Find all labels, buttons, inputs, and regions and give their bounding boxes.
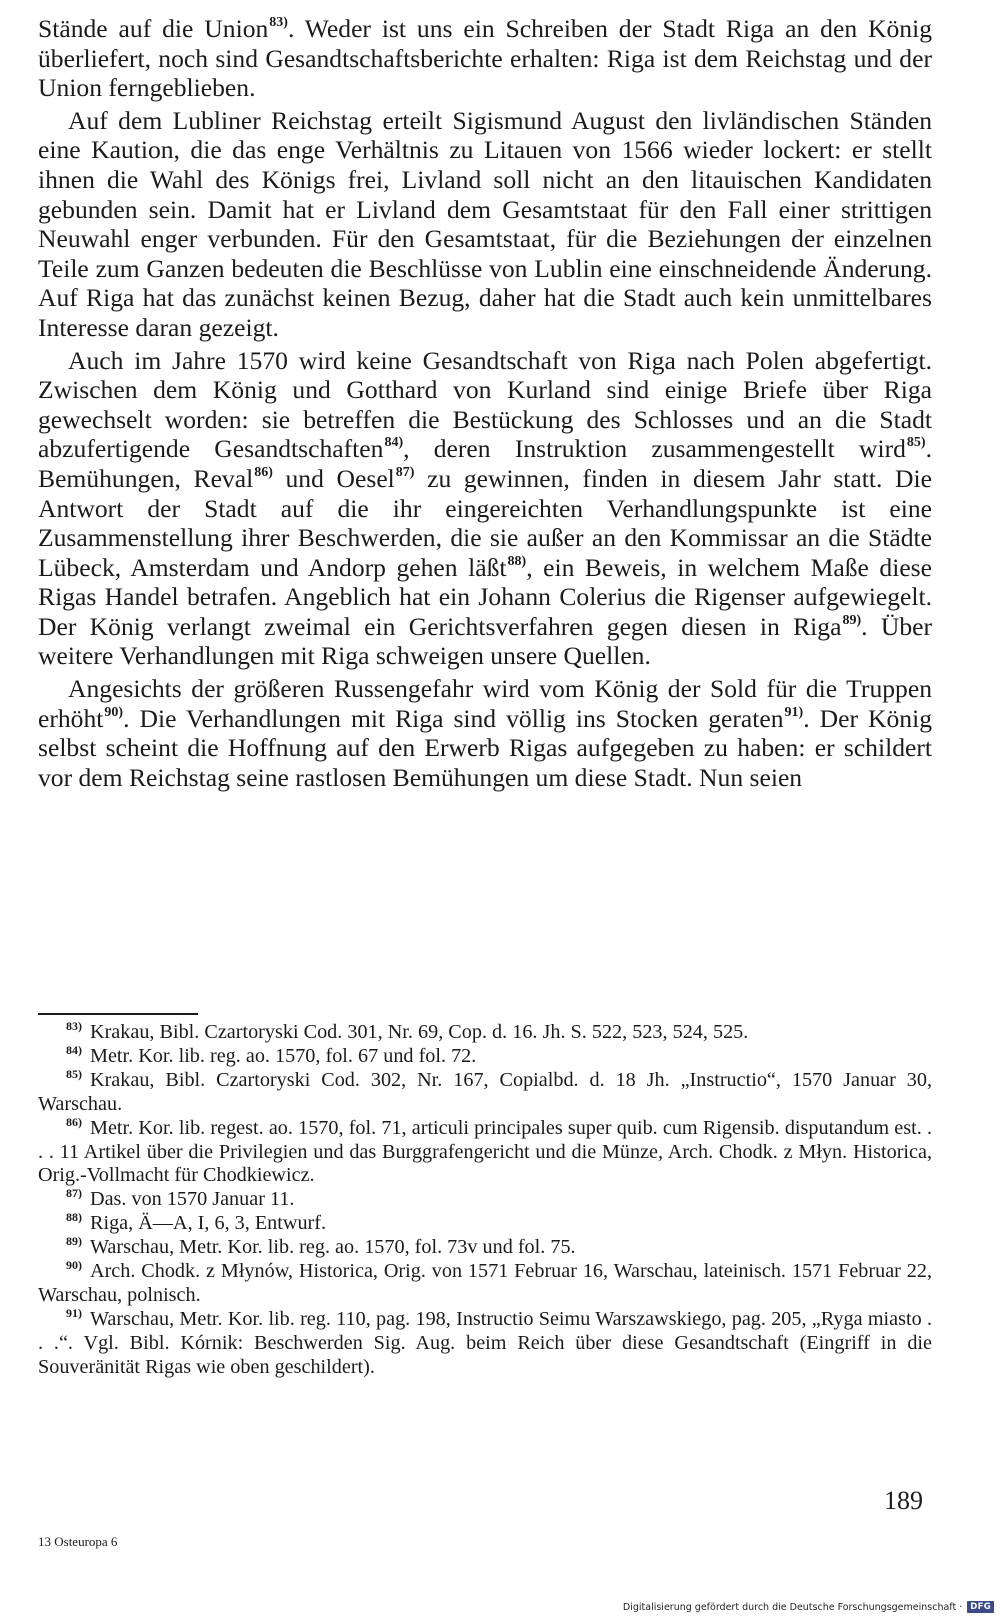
footnote-marker: 88): [507, 553, 527, 569]
digitization-credit: [623, 1601, 994, 1613]
footnote-marker: 87): [395, 464, 415, 480]
footnote-number: 83): [66, 1019, 82, 1033]
footnote-marker: 90): [104, 704, 124, 720]
footnote-text: Metr. Kor. lib. reg. ao. 1570, fol. 67 und fol. 72.: [90, 1044, 477, 1067]
footnote: [38, 1042, 932, 1069]
paragraph: [38, 14, 932, 103]
footnote: [38, 1236, 932, 1260]
footnote-number: 87): [66, 1186, 82, 1201]
paragraph-text: Stände auf die Union: [38, 14, 269, 43]
footnote-text: Metr. Kor. lib. regest. ao. 1570, fol. 71, articuli principales super quib. cum Rigensib. disputandum est. . . . 11 Artikel über die Privilegien und das Burggrafengericht und die Münze, Arch. Chodk. z Młyn. Historica, Orig.-Vollmacht für Chodkiewicz.: [38, 1116, 932, 1187]
footnote-number: 84): [66, 1042, 82, 1057]
paragraph-text: zu gewinnen, finden in diesem Jahr statt. Die Antwort der Stadt auf die ihr eingereichten Verhandlungspunkte ist eine Zusammenstellung ihrer Beschwerden, die sie außer an den Kommissar an die Städte Lübeck, Amsterdam und Andorp gehen läßt: [38, 463, 932, 582]
paragraph: [38, 346, 932, 672]
footnote-text: Warschau, Metr. Kor. lib. reg. 110, pag. 198, Instructio Seimu Warszawskiego, pag. 205, „Ryga miasto . . .“. Vgl. Bibl. Kórnik: Beschwerden Sig. Aug. beim Reich über diese Gesandtschaft (Eingriff in die Souveränität Rigas wie oben geschildert).: [38, 1307, 932, 1378]
paragraph-text: . Über weitere Verhandlungen mit Riga schweigen unsere Quellen.: [38, 611, 932, 671]
paragraph-text: und Oesel: [272, 463, 395, 493]
paragraph-text: , ein Beweis, in welchem Maße diese Rigas Handel betrafen. Angeblich hat ein Johann Colerius die Rigenser aufgewiegelt. Der König verlangt zweimal ein Gerichtsverfahren gegen diesen in Riga: [38, 552, 932, 641]
footnote: [38, 1305, 932, 1380]
footnote-marker: 83): [269, 15, 288, 30]
main-text: [38, 14, 932, 792]
paragraph-text: . Weder ist uns ein Schreiben der Stadt Riga an den König überliefert, noch sind Gesandtschaftsberichte erhalten: Riga ist dem Reichstag und der Union ferngeblieben.: [38, 14, 932, 103]
footnote: [38, 1188, 932, 1212]
footnote-marker: 89): [842, 612, 862, 628]
footnotes: [38, 1021, 932, 1380]
footnote-text: Arch. Chodk. z Młynów, Historica, Orig. von 1571 Februar 16, Warschau, lateinisch. 1571 Februar 22, Warschau, polnisch.: [38, 1260, 932, 1306]
footnote-marker: 85): [906, 435, 926, 451]
paragraph-text: Auch im Jahre 1570 wird keine Gesandtschaft von Riga nach Polen abgefertigt. Zwischen dem König und Gotthard von Kurland sind einige Briefe über Riga gewechselt worden: sie betreffen die Bestückung des Schlosses und an die Stadt abzufertigende Gesandtschaften: [38, 345, 932, 464]
footnote: [38, 1066, 932, 1117]
footnote-text: Krakau, Bibl. Czartoryski Cod. 301, Nr. 69, Cop. d. 16. Jh. S. 522, 523, 524, 525.: [90, 1021, 749, 1043]
footnote-text: Riga, Ä—A, I, 6, 3, Entwurf.: [90, 1212, 327, 1235]
footnote: [38, 1021, 932, 1045]
footnote-marker: 84): [384, 435, 404, 451]
paragraph-text: , deren Instruktion zusammengestellt wird: [403, 434, 906, 464]
paragraph: [38, 106, 932, 343]
footnote: [38, 1260, 932, 1308]
footnote-marker: 91): [784, 704, 804, 720]
paragraph-text: . Der König selbst scheint die Hoffnung auf den Erwerb Rigas aufgegeben zu haben: er schildert vor dem Reichstag seine rastlosen Bemühungen um diese Stadt. Nun seien: [38, 703, 933, 792]
footnote-separator: [38, 1013, 198, 1015]
paragraph-text: Angesichts der größeren Russengefahr wird vom König der Sold für die Truppen erhöht: [38, 674, 932, 733]
printer-signature: 13 Osteuropa 6: [38, 1534, 118, 1549]
footnote: [38, 1114, 932, 1189]
footnote-number: 90): [66, 1258, 82, 1273]
page-number: 189: [884, 1486, 923, 1515]
footnote-number: 89): [66, 1234, 82, 1249]
paragraph-text: . Bemühungen, Reval: [38, 434, 932, 493]
credit-text: Digitalisierung gefördert durch die Deutsche Forschungsgemeinschaft ·: [622, 1601, 963, 1613]
footnote-text: Warschau, Metr. Kor. lib. reg. ao. 1570, fol. 73v und fol. 75.: [90, 1236, 576, 1259]
footnote: [38, 1212, 932, 1236]
paragraph-text: Auf dem Lubliner Reichstag erteilt Sigismund August den livländischen Ständen eine Kaution, die das enge Verhältnis zu Litauen von 1566 wieder lockert: er stellt ihnen die Wahl des Königs frei, Livland soll nicht an den litauischen Kandidaten gebunden sein. Damit hat er Livland dem Gesamtstaat für den Fall einer strittigen Neuwahl enger verbunden. Für den Gesamtstaat, für die Beziehungen der einzelnen Teile zum Ganzen bedeuten die Beschlüsse von Lublin eine einschneidende Änderung. Auf Riga hat das zunächst keinen Bezug, daher hat die Stadt auch kein unmittelbares Interesse daran gezeigt.: [38, 105, 932, 342]
footnote-number: 85): [66, 1066, 82, 1081]
footnote-number: 91): [66, 1305, 82, 1320]
footnote-number: 86): [66, 1114, 82, 1129]
footnote-text: Das. von 1570 Januar 11.: [90, 1188, 295, 1211]
paragraph: [38, 674, 932, 792]
paragraph-text: . Die Verhandlungen mit Riga sind völlig ins Stocken geraten: [123, 703, 784, 733]
footnote-text: Krakau, Bibl. Czartoryski Cod. 302, Nr. 167, Copialbd. d. 18 Jh. „Instructio“, 1570 Januar 30, Warschau.: [38, 1068, 932, 1115]
footnote-marker: 86): [254, 464, 273, 480]
dfg-logo: DFG: [967, 1601, 994, 1613]
footnote-number: 88): [66, 1210, 82, 1225]
